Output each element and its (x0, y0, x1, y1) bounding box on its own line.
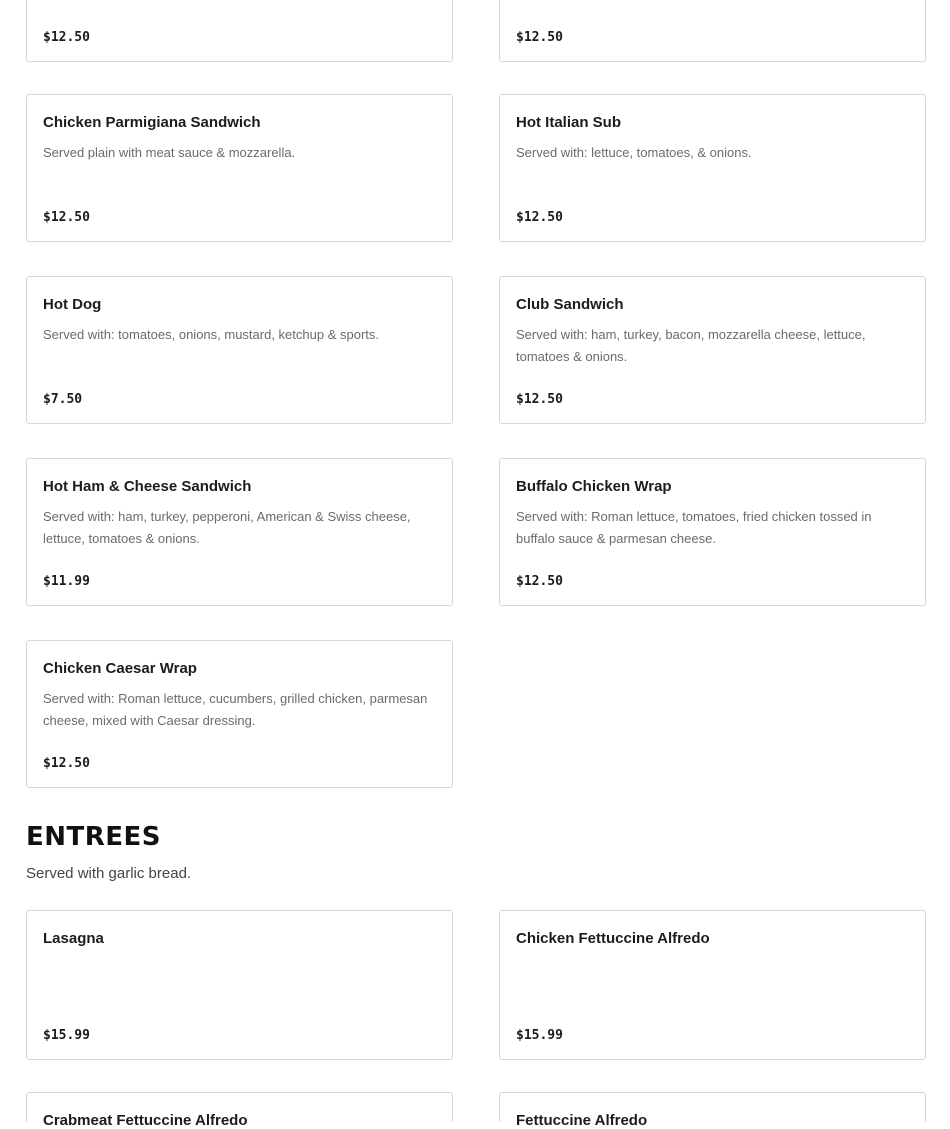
section-subtitle: Served with garlic bread. (26, 865, 192, 882)
item-price: $12.50 (43, 756, 90, 771)
item-price: $15.99 (516, 1028, 563, 1043)
item-description: Served with: Roman lettuce, cucumbers, grilled chicken, parmesan cheese, mixed with Caesar dressing. (43, 691, 428, 728)
item-description: Served with: tomatoes, onions, mustard, ketchup & sports. (43, 327, 379, 342)
item-price: $12.50 (516, 30, 563, 45)
menu-item-card[interactable] (499, 0, 926, 62)
item-name: Crabmeat Fettuccine Alfredo (43, 1112, 248, 1129)
item-description: Served with: lettuce, tomatoes, & onions. (516, 145, 752, 160)
menu-item-card[interactable] (499, 910, 926, 1060)
item-name: Chicken Caesar Wrap (43, 660, 197, 677)
menu-item-card[interactable] (26, 458, 453, 606)
menu-item-card[interactable] (26, 94, 453, 242)
item-price: $11.99 (43, 574, 90, 589)
menu-item-card[interactable] (26, 640, 453, 788)
item-name: Hot Ham & Cheese Sandwich (43, 478, 252, 495)
item-description: Served with: ham, turkey, pepperoni, American & Swiss cheese, lettuce, tomatoes & onions. (43, 509, 411, 546)
menu-item-card[interactable] (26, 1092, 453, 1129)
item-price: $15.99 (43, 1028, 90, 1043)
item-price: $12.50 (43, 210, 90, 225)
item-price: $12.50 (516, 392, 563, 407)
item-price: $12.50 (43, 30, 90, 45)
item-description: Served plain with meat sauce & mozzarella. (43, 145, 296, 160)
item-name: Hot Italian Sub (516, 114, 621, 131)
item-price: $12.50 (516, 574, 563, 589)
item-price: $12.50 (516, 210, 563, 225)
item-name: Lasagna (43, 930, 104, 947)
item-name: Buffalo Chicken Wrap (516, 478, 672, 495)
menu-item-card[interactable] (26, 910, 453, 1060)
menu-item-card[interactable] (499, 458, 926, 606)
menu-item-card[interactable] (26, 276, 453, 424)
item-name: Chicken Parmigiana Sandwich (43, 114, 261, 131)
item-description: Served with: ham, turkey, bacon, mozzarella cheese, lettuce, tomatoes & onions. (516, 327, 866, 364)
item-name: Fettuccine Alfredo (516, 1112, 648, 1129)
menu-item-card[interactable] (26, 0, 453, 62)
menu-item-card[interactable] (499, 1092, 926, 1129)
item-price: $7.50 (43, 392, 83, 407)
item-name: Club Sandwich (516, 296, 624, 313)
section-title: ENTREES (26, 822, 162, 852)
item-name: Chicken Fettuccine Alfredo (516, 930, 710, 947)
menu-item-card[interactable] (499, 276, 926, 424)
menu-item-card[interactable] (499, 94, 926, 242)
item-name: Hot Dog (43, 296, 102, 313)
item-description: Served with: Roman lettuce, tomatoes, fried chicken tossed in buffalo sauce & parmesan cheese. (516, 509, 872, 546)
